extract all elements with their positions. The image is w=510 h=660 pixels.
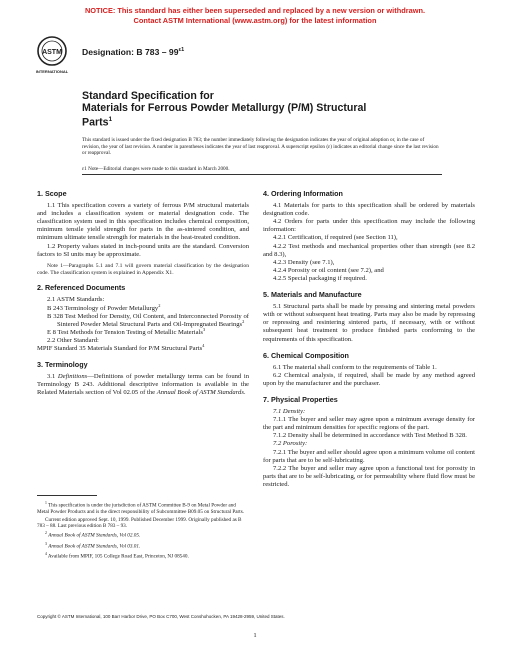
para-6-2: 6.2 Chemical analysis, if required, shall be made by any method agreed upon by the manufacturer and the purchaser. [263, 371, 475, 387]
footnote-4: $^4$ Available from MPIF, 105 College Road East, Princeton, NJ 08540. [45, 551, 189, 560]
footnotes [37, 500, 249, 561]
section-heading-referenced: 2. Referenced Documents [37, 283, 126, 293]
section-heading-materials: 5. Materials and Manufacture [263, 290, 362, 300]
para-5-1: 5.1 Structural parts shall be made by pressing and sintering metal powders with or without subsequent heat treating. Parts may also be made by repressing or repressing and resintering sintered parts, if necessary, with or without subsequent heat treatment to produce finished parts conforming to the requirements of this specification. [263, 303, 475, 343]
section-heading-ordering: 4. Ordering Information [263, 189, 343, 198]
para-6-1: 6.1 The material shall conform to the requirements of Table 1. [273, 363, 437, 371]
designation-epsilon: ε1 [178, 47, 185, 54]
para-7-1: 7.1 Density: [273, 408, 306, 416]
section-heading-physical: 7. Physical Properties [263, 394, 338, 404]
section-heading-chemical: 6. Chemical Composition [263, 350, 349, 360]
section-heading-terminology: 3. Terminology [37, 360, 88, 370]
para-4-2-4: 4.2.4 Porosity or oil content (see 7.2), and [273, 266, 384, 274]
footnote-3: $^3$ Annual Book of ASTM Standards, Vol 03.01. [45, 541, 141, 550]
document-title [82, 90, 442, 129]
footnote-divider [37, 495, 97, 496]
svg-text:ASTM: ASTM [42, 49, 62, 56]
right-column [263, 190, 475, 489]
ref-mpif: MPIF Standard 35 Materials Standard for P/M Structural Parts$^4$ [37, 342, 205, 352]
page-number: 1 [253, 632, 257, 639]
footnote-1: $^1$ This specification is under the jurisdiction of ASTM Committee B-9 on Metal Powder and Metal Powder Products and is the direct responsibility of Subcommittee B09.05 on Structural Parts. [37, 501, 245, 516]
para-4-2-1: 4.2.1 Certification, if required (see Section 11), [273, 234, 398, 242]
para-4-2: 4.2 Orders for parts under this specification may include the following information: [263, 218, 475, 234]
para-7-2-2: 7.2.2 The buyer and seller may agree upon a functional test for porosity in parts that are to be self-lubricating, or for permeability where fluid flow must be restricted. [263, 464, 475, 488]
para-3-1: 3.1 Definitions—Definitions of powder metallurgy terms can be found in Terminology B 243. Additional descriptive information is available in the Related Materials section of Vol 02.05 of the Annual Book of ASTM Standards. [37, 373, 249, 397]
title-line-2: Materials for Ferrous Powder Metallurgy (P/M) Structural [82, 102, 367, 115]
left-column [37, 190, 249, 397]
footnote-1b: Current edition approved Sept. 10, 1999. Published December 1999. Originally published as B 783 – 88. Last previous edition B 783 – 93. [37, 516, 242, 529]
notice-line-2: Contact ASTM International (www.astm.org) for the latest information [133, 15, 377, 25]
copyright-line: Copyright © ASTM International, 100 Barr Harbor Drive, PO Box C700, West Conshohocken, PA 19428-2959, United States. [37, 614, 285, 619]
para-1-1: 1.1 This specification covers a variety of ferrous P/M structural materials and includes a classification system or material designation code. The classification system used in this specification includes chemical composition, minimum tensile yield strength for parts in the as-sintered condition, and minimum ultimate tensile strength for materials in the heat-treated condition. [37, 202, 249, 242]
ref-b328: B 328 Test Method for Density, Oil Content, and Interconnected Porosity of Sintered Powder Metal Structural Parts and Oil-Impregnated Bearings$^2$ [47, 312, 249, 328]
notice-line-1: NOTICE: This standard has either been superseded and replaced by a new version or withdrawn. [84, 6, 426, 15]
astm-logo [35, 35, 69, 75]
para-1-2: 1.2 Property values stated in inch-pound units are the standard. Conversion factors to SI units may be approximate. [37, 242, 249, 258]
header-divider [82, 174, 442, 175]
para-7-2-1: 7.2.1 The buyer and seller should agree upon a minimum volume oil content for parts that are to be self-lubricating. [263, 448, 475, 464]
title-line-3: Parts [82, 116, 109, 129]
issued-note: This standard is issued under the fixed designation B 783; the number immediately following the designation indicates the year of original adoption or, in the case of revision, the year of last revision. A number in parentheses indicates the year of last reapproval. A superscript epsilon (ε) indicates an editorial change since the last revision or reapproval. [82, 137, 439, 157]
ref-e8: E 8 Test Methods for Tension Testing of Metallic Materials$^3$ [47, 326, 206, 336]
note-1: Note 1—Paragraphs 5.1 and 7.1 will govern material classification by the designation code. The classification system is explained in Appendix X1. [37, 262, 249, 276]
notice-banner [0, 6, 510, 25]
para-2-2: 2.2 Other Standard: [47, 336, 99, 344]
ref-b243: B 243 Terminology of Powder Metallurgy$^2$ [47, 302, 161, 312]
logo-wordmark: INTERNATIONAL [35, 69, 69, 74]
designation [82, 47, 184, 57]
designation-label: Designation: B 783 – 99 [82, 47, 179, 57]
footnote-2: $^2$ Annual Book of ASTM Standards, Vol 02.05. [45, 531, 141, 540]
para-2-1: 2.1 ASTM Standards: [47, 296, 105, 304]
para-4-1: 4.1 Materials for parts to this specification shall be ordered by materials designation code. [263, 202, 475, 218]
para-7-1-2: 7.1.2 Density shall be determined in accordance with Test Method B 328. [273, 432, 467, 440]
para-7-2: 7.2 Porosity: [273, 440, 308, 448]
title-footnote-ref: 1 [108, 116, 113, 124]
title-line-1: Standard Specification for [82, 90, 214, 102]
epsilon-note: ε1 Note—Editorial changes were made to this standard in March 2000. [82, 166, 230, 172]
para-4-2-5: 4.2.5 Special packaging if required. [273, 274, 367, 282]
para-4-2-2: 4.2.2 Test methods and mechanical properties other than strength (see 8.2 and 8.3), [263, 242, 475, 258]
section-heading-scope: 1. Scope [37, 189, 67, 198]
para-4-2-3: 4.2.3 Density (see 7.1), [273, 258, 335, 266]
para-7-1-1: 7.1.1 The buyer and seller may agree upon a minimum average density for the part and minimum densities for specific regions of the part. [263, 416, 475, 432]
